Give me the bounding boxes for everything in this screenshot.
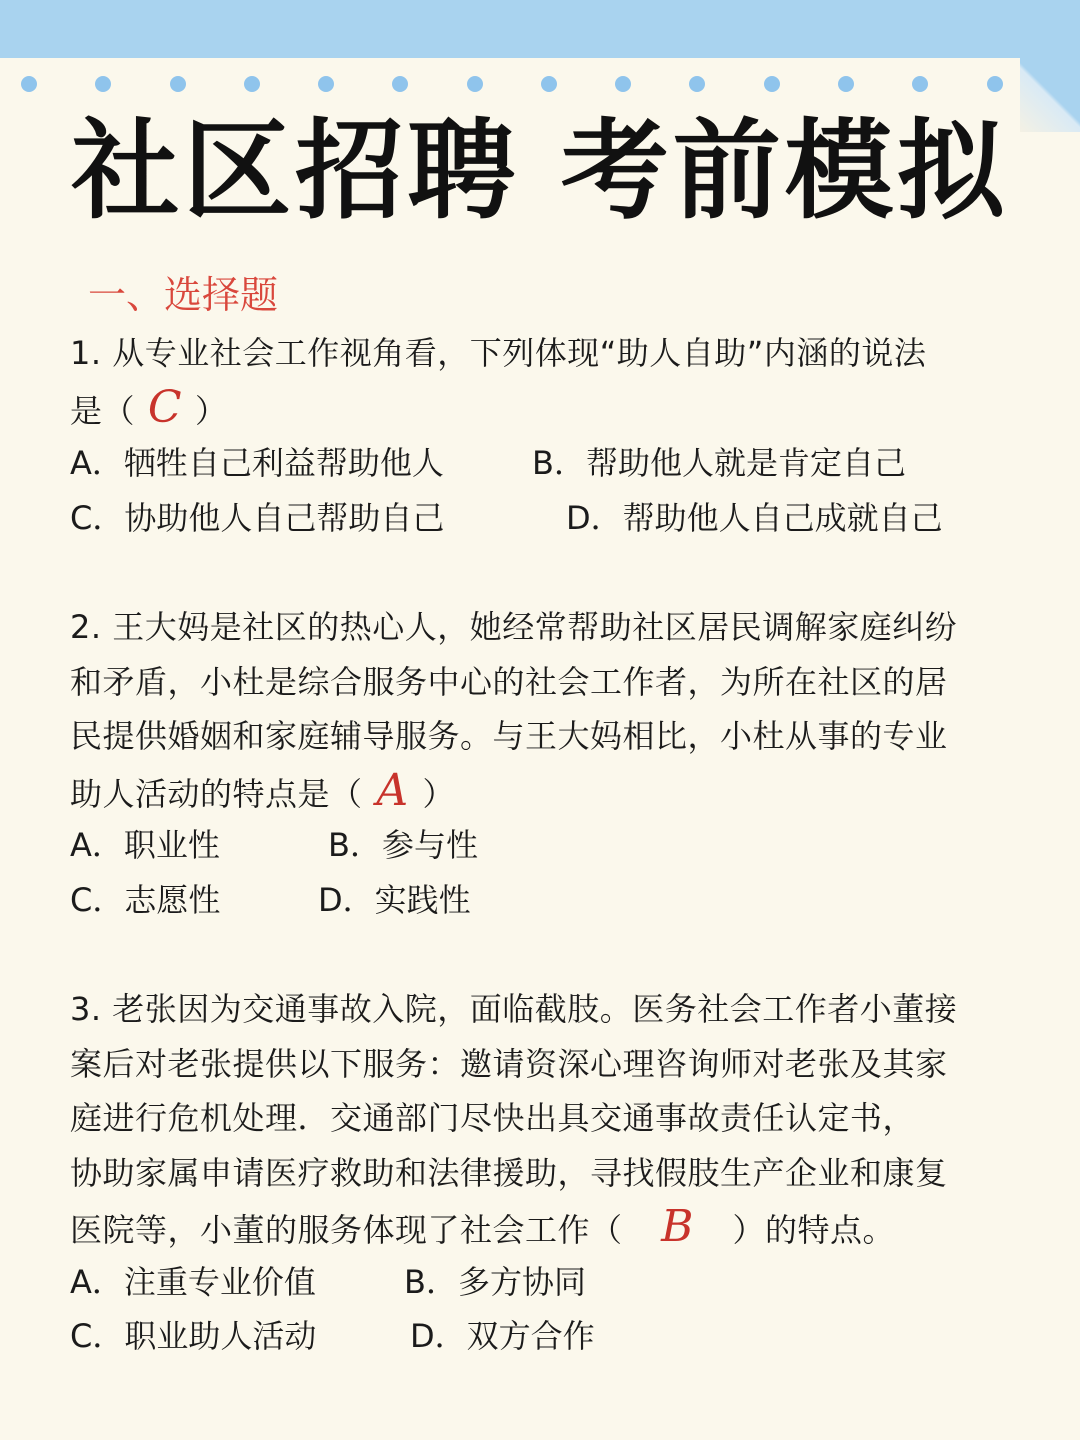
binder-dot bbox=[838, 76, 854, 92]
section-heading: 一、选择题 bbox=[88, 273, 279, 317]
question-3-option-d: D．双方合作 bbox=[410, 1317, 595, 1355]
question-3-option-c: C．职业助人活动 bbox=[70, 1317, 317, 1355]
binder-dot bbox=[318, 76, 334, 92]
question-2-line: 民提供婚姻和家庭辅导服务。与王大妈相比，小杜从事的专业 bbox=[70, 717, 948, 755]
question-1-line: 1. 从专业社会工作视角看，下列体现“助人自助”内涵的说法 bbox=[70, 334, 927, 372]
question-2-option-b: B．参与性 bbox=[328, 826, 478, 864]
question-2-option-c: C．志愿性 bbox=[70, 881, 221, 919]
question-3-answer-mark: B bbox=[661, 1201, 694, 1252]
binder-dot bbox=[392, 76, 408, 92]
binder-dots bbox=[0, 76, 1080, 92]
binder-dot bbox=[541, 76, 557, 92]
question-2-stem-close: ） bbox=[422, 775, 456, 813]
question-3-stem-close: ）的特点。 bbox=[732, 1211, 896, 1249]
question-3-line: 协助家属申请医疗救助和法律援助，寻找假肢生产企业和康复 bbox=[70, 1154, 948, 1192]
question-1-option-c: C．协助他人自己帮助自己 bbox=[70, 499, 445, 537]
question-3-stem-end: 医院等，小董的服务体现了社会工作（ bbox=[70, 1211, 623, 1249]
question-2-option-a: A．职业性 bbox=[70, 826, 220, 864]
binder-dot bbox=[615, 76, 631, 92]
question-3-option-a: A．注重专业价值 bbox=[70, 1263, 316, 1301]
question-3-line: 案后对老张提供以下服务：邀请资深心理咨询师对老张及其家 bbox=[70, 1045, 948, 1083]
binder-dot bbox=[689, 76, 705, 92]
question-2-line: 2. 王大妈是社区的热心人，她经常帮助社区居民调解家庭纠纷 bbox=[70, 608, 958, 646]
question-2-line: 和矛盾，小杜是综合服务中心的社会工作者，为所在社区的居 bbox=[70, 663, 948, 701]
question-1-option-d: D．帮助他人自己成就自己 bbox=[566, 499, 943, 537]
question-1-stem-end: 是（ bbox=[70, 392, 136, 430]
binder-dot bbox=[912, 76, 928, 92]
question-1-option-a: A．牺牲自己利益帮助他人 bbox=[70, 444, 444, 482]
question-1-option-b: B．帮助他人就是肯定自己 bbox=[532, 444, 906, 482]
question-2-stem-end: 助人活动的特点是（ bbox=[70, 775, 363, 813]
question-1-answer-mark: C bbox=[147, 382, 183, 433]
question-3-line: 庭进行危机处理．交通部门尽快出具交通事故责任认定书， bbox=[70, 1099, 916, 1137]
question-1-last-line bbox=[70, 382, 1015, 433]
binder-dot bbox=[21, 76, 37, 92]
question-2-option-d: D．实践性 bbox=[318, 881, 471, 919]
question-3-line: 3. 老张因为交通事故入院，面临截肢。医务社会工作者小董接 bbox=[70, 990, 958, 1028]
question-3-option-b: B．多方协同 bbox=[404, 1263, 586, 1301]
binder-dot bbox=[764, 76, 780, 92]
binder-dot bbox=[987, 76, 1003, 92]
binder-dot bbox=[170, 76, 186, 92]
binder-dot bbox=[467, 76, 483, 92]
question-1-stem-close: ） bbox=[195, 392, 228, 430]
question-2-last-line bbox=[70, 765, 1015, 816]
binder-dot bbox=[95, 76, 111, 92]
question-3-last-line bbox=[70, 1201, 1015, 1252]
page-title: 社区招聘 考前模拟 bbox=[71, 109, 1009, 234]
binder-dot bbox=[244, 76, 260, 92]
question-2-answer-mark: A bbox=[376, 765, 409, 816]
